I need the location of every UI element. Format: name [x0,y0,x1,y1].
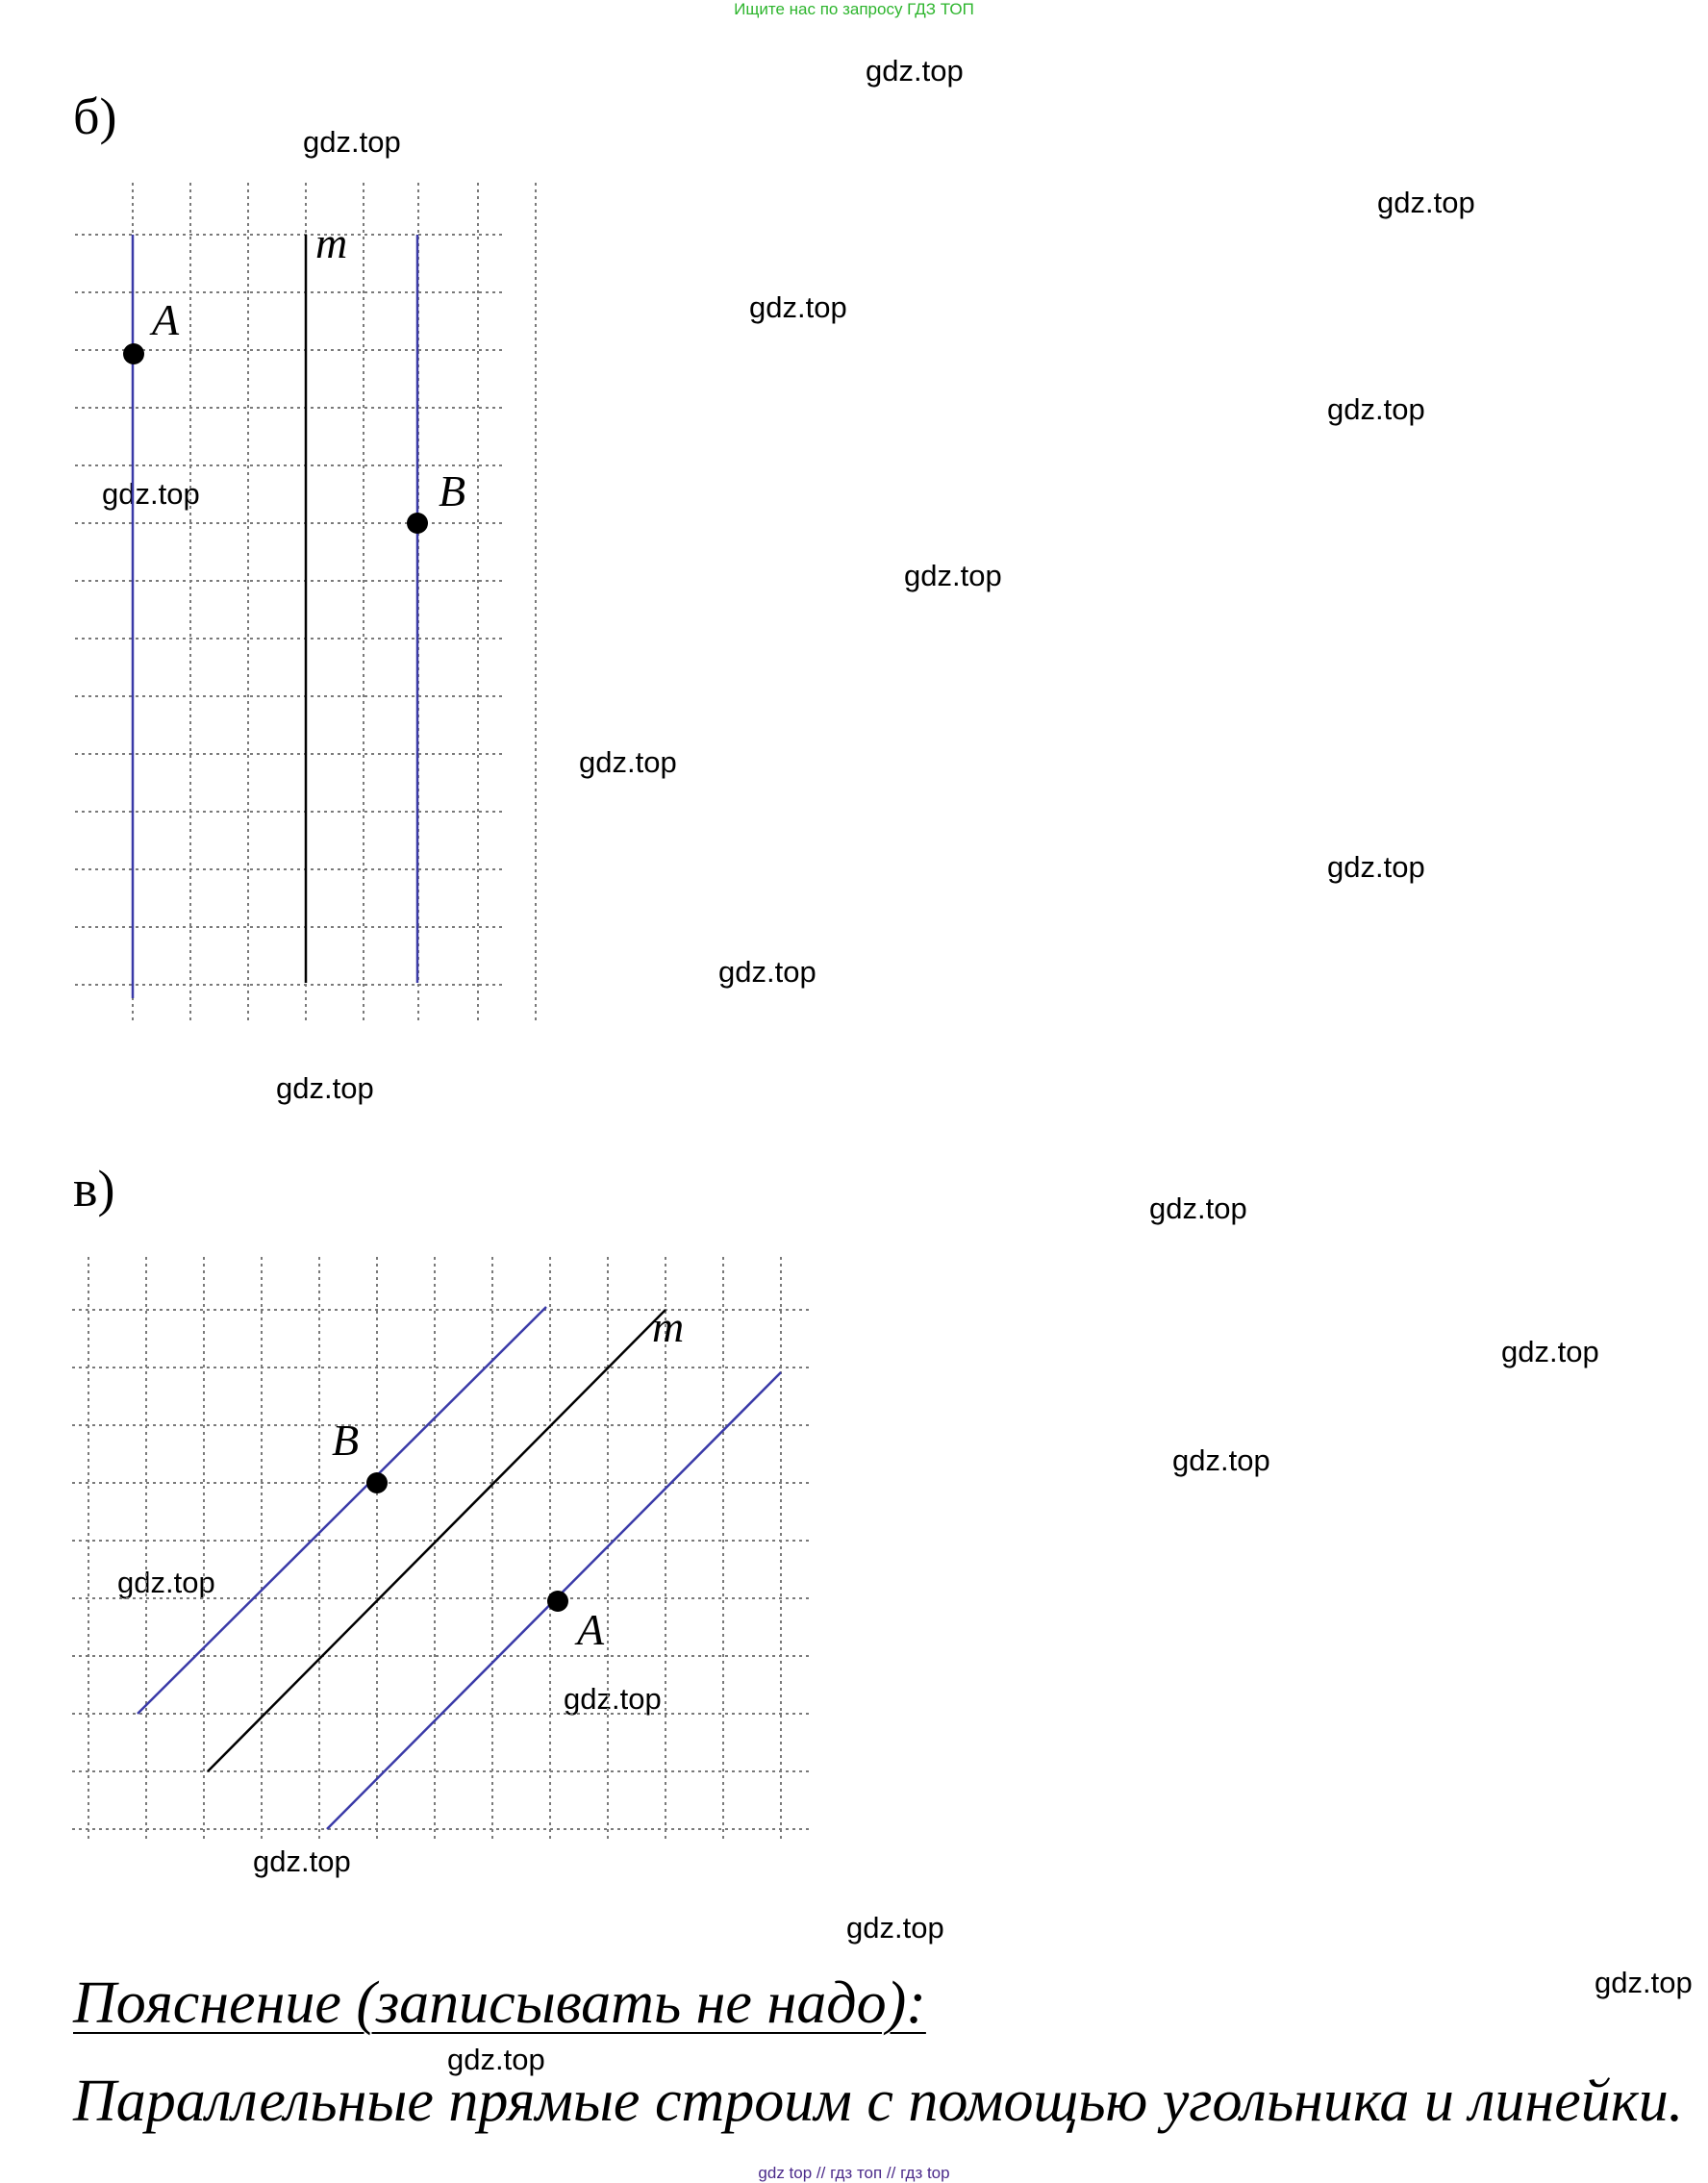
point-b-label: B [332,1416,360,1465]
line-m-label: m [652,1302,685,1351]
watermark: gdz.top [1595,1966,1693,1999]
watermark: gdz.top [1172,1443,1270,1477]
watermark: gdz.top [749,290,847,324]
figure-v [58,1245,827,1851]
grid-v [72,1257,813,1842]
watermark: gdz.top [718,955,816,989]
point-a-label: A [577,1605,605,1654]
point-b [366,1472,388,1493]
watermark: gdz.top [846,1911,944,1945]
watermark: gdz.top [1327,392,1425,426]
point-b [407,513,428,534]
watermark: gdz.top [1501,1335,1599,1368]
watermark: gdz.top [904,559,1002,592]
watermark: gdz.top [564,1682,662,1716]
line-m-label: m [315,218,348,267]
figure-b [58,173,519,1039]
search-banner: Ищите нас по запросу ГДЗ ТОП [734,0,974,18]
explanation-text: Параллельные прямые строим с помощью угольника и линейки. [73,2069,1684,2134]
watermark: gdz.top [579,745,677,779]
part-b-label: б) [73,88,117,145]
point-a-label: A [152,295,180,344]
part-v-label: в) [73,1160,115,1217]
watermark: gdz.top [1327,850,1425,884]
watermark: gdz.top [1377,186,1475,219]
footer-watermark: gdz top // гдз топ // гдз top [758,2164,950,2182]
watermark: gdz.top [866,54,964,88]
watermark: gdz.top [447,2043,545,2076]
watermark: gdz.top [102,477,200,511]
point-b-label: B [439,466,466,515]
point-a [123,343,144,364]
explanation-heading: Пояснение (записывать не надо): [73,1970,926,2036]
watermark: gdz.top [117,1566,215,1599]
watermark: gdz.top [1149,1192,1247,1225]
watermark: gdz.top [253,1844,351,1878]
point-a [547,1591,568,1612]
watermark: gdz.top [303,125,401,159]
watermark: gdz.top [276,1071,374,1105]
